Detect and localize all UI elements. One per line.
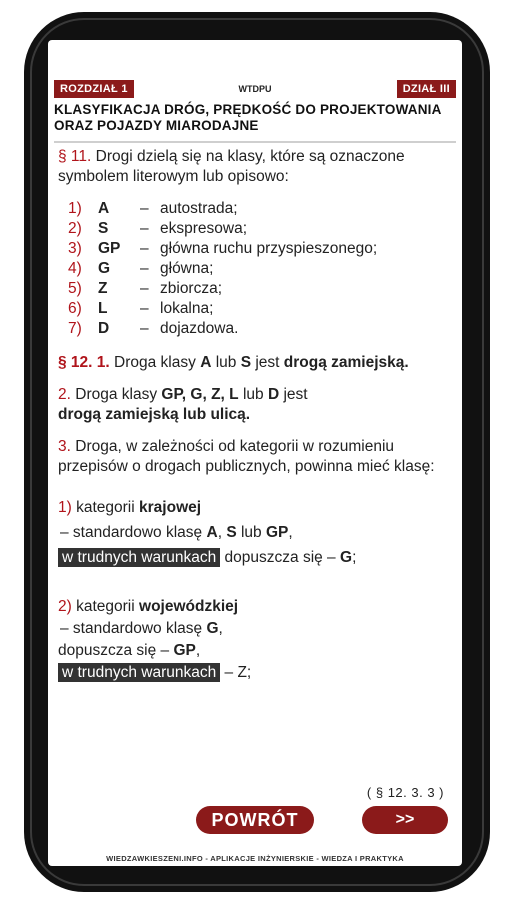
back-button[interactable]: POWRÓT	[196, 806, 314, 834]
list-item: 7) D – dojazdowa.	[68, 320, 239, 337]
content	[58, 147, 458, 684]
list-item: 3) GP – główna ruchu przyspieszonego;	[68, 240, 378, 257]
difficult-conditions-highlight: w trudnych warunkach	[58, 663, 220, 682]
list-item: 6) L – lokalna;	[68, 300, 214, 317]
difficult-conditions-highlight: w trudnych warunkach	[58, 548, 220, 567]
app-screen	[48, 40, 462, 866]
list-item: 4) G – główna;	[68, 260, 214, 277]
next-button[interactable]: >>	[362, 806, 448, 834]
reference-label: ( § 12. 3. 3 )	[366, 785, 444, 800]
list-item: 2) S – ekspresowa;	[68, 220, 248, 237]
paragraph-11-label: § 11.	[58, 148, 92, 165]
road-class-list	[58, 199, 458, 339]
paragraph-11-text: Drogi dzielą się na klasy, które są oznaczone symbolem literowym lub opisowo:	[58, 148, 405, 185]
footer-text: WIEDZAWKIESZENI.INFO - APLIKACJE INŻYNIERSKIE - WIEDZA I PRAKTYKA	[106, 854, 404, 863]
category-voivodeship: 2) kategorii wojewódzkiej – standardowo klasę G, dopuszcza się – GP, w trudnych warunkach – Z;	[58, 598, 252, 681]
top-header	[48, 80, 462, 98]
document-code: WTDPU	[238, 84, 272, 94]
category-national: 1) kategorii krajowej – standardowo klasę A, S lub GP, w trudnych warunkach dopuszcza się – G;	[58, 499, 357, 566]
paragraph-12-2: 2. Droga klasy GP, G, Z, L lub D jest drogą zamiejską lub ulicą.	[58, 386, 308, 423]
chapter-title: KLASYFIKACJA DRÓG, PRĘDKOŚĆ DO PROJEKTOWANIA ORAZ POJAZDY MIARODAJNE	[54, 102, 442, 133]
divider	[54, 141, 456, 143]
paragraph-12-1: § 12. 1. Droga klasy A lub S jest drogą zamiejską.	[58, 354, 409, 371]
chapter-tag: ROZDZIAŁ 1	[54, 80, 134, 98]
paragraph-12-3: 3. Droga, w zależności od kategorii w rozumieniu przepisów o drogach publicznych, powinna mieć klasę:	[58, 438, 435, 475]
list-item: 5) Z – zbiorcza;	[68, 280, 223, 297]
section-tag: DZIAŁ III	[397, 80, 456, 98]
list-item: 1) A – autostrada;	[68, 200, 238, 217]
paragraph-11	[58, 147, 458, 187]
